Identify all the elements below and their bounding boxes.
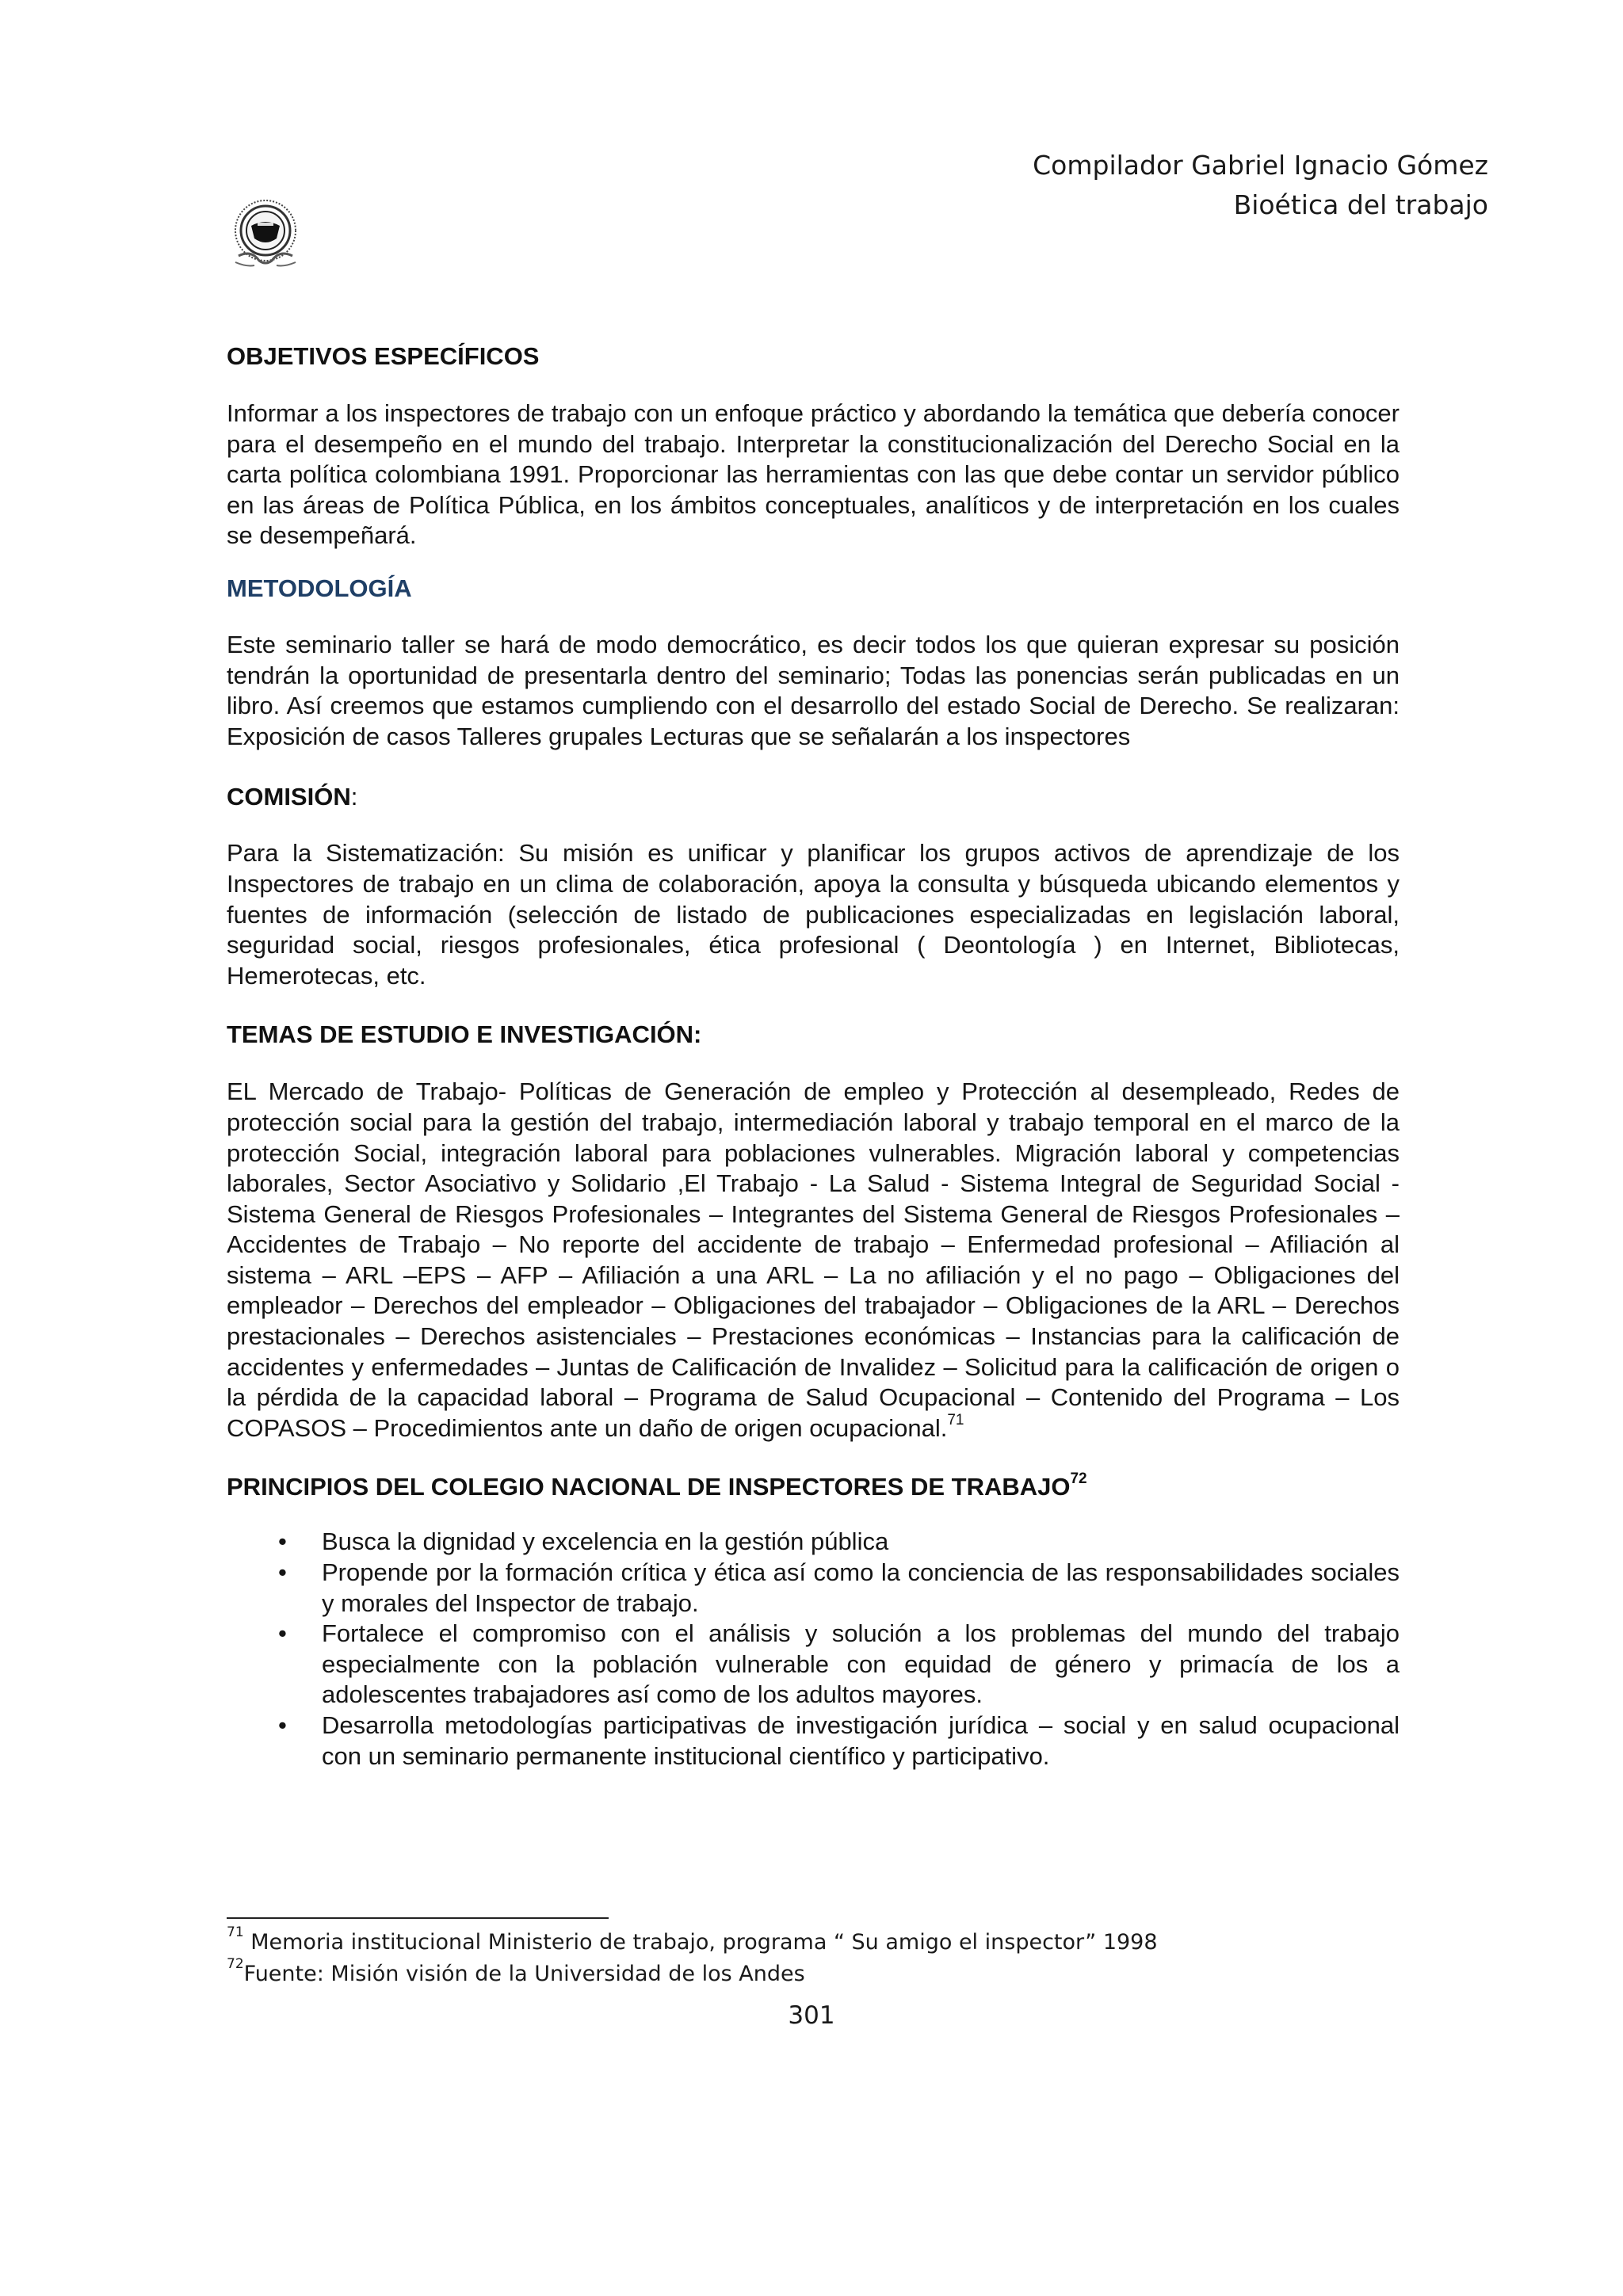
page-number: 301 <box>788 2001 835 2030</box>
bullet-icon: • <box>278 1558 287 1587</box>
main-content <box>227 341 1400 1772</box>
temas-paragraph <box>227 1077 1400 1444</box>
bullet-icon: • <box>278 1527 287 1556</box>
footnote-text: Memoria institucional Ministerio de trabajo, programa “ Su amigo el inspector” 1998 <box>243 1930 1158 1955</box>
list-item <box>227 1527 1400 1558</box>
list-item <box>227 1711 1400 1772</box>
footnote-text: Fuente: Misión visión de la Universidad de los Andes <box>243 1962 805 1986</box>
principios-list <box>227 1527 1400 1772</box>
footnote-separator <box>227 1917 609 1919</box>
comision-heading <box>227 781 1400 813</box>
list-item <box>227 1619 1400 1711</box>
bullet-icon: • <box>278 1619 287 1648</box>
temas-text: EL Mercado de Trabajo- Políticas de Generación de empleo y Protección al desempleado, Redes de protección social para la gestión del trabajo, intermediación laboral y trabajo temporal en el marco de la protección Social, integración laboral para poblaciones vulnerables. Migración laboral y competencias laborales, Sector Asociativo y Solidario ,El Trabajo - La Salud - Sistema Integral de Seguridad Social - Sistema General de Riesgos Profesionales – Integrantes del Sistema General de Riesgos Profesionales – Accidentes de Trabajo – No reporte del accidente de trabajo – Enfermedad profesional – Afiliación al sistema – ARL –EPS – AFP – Afiliación a una ARL – La no afiliación y el no pago – Obligaciones del empleador – Derechos del empleador – Obligaciones del trabajador – Obligaciones de la ARL – Derechos prestacionales – Derechos asistenciales – Prestaciones económicas – Instancias para la calificación de accidentes y enfermedades – Juntas de Calificación de Invalidez – Solicitud para la calificación de origen o la pérdida de la capacidad laboral – Programa de Salud Ocupacional – Contenido del Programa – Los COPASOS – Procedimientos ante un daño de origen ocupacional. <box>227 1077 1400 1442</box>
footnote-number: 72 <box>227 1956 244 1972</box>
temas-heading: TEMAS DE ESTUDIO E INVESTIGACIÓN: <box>227 1020 702 1049</box>
footnote-72 <box>227 1958 1158 1990</box>
comision-paragraph: Para la Sistematización: Su misión es unificar y planificar los grupos activos de aprendizaje de los Inspectores de trabajo en un clima de colaboración, apoya la consulta y búsqueda ubicando elementos y fuentes de información (selección de listado de publicaciones especializadas en legislación laboral, seguridad social, riesgos profesionales, ética profesional ( Deontología ) en Internet, Bibliotecas, Hemerotecas, etc. <box>227 839 1400 990</box>
header-title: Bioética del trabajo <box>1233 189 1488 220</box>
objetivos-paragraph: Informar a los inspectores de trabajo con un enfoque práctico y abordando la temática que debería conocer para el desempeño en el mundo del trabajo. Interpretar la constitucionalización del Derecho Social en la carta política colombiana 1991. Proporcionar las herramientas con las que debe contar un servidor público en las áreas de Política Pública, en los ámbitos conceptuales, analíticos y de interpretación en los cuales se desempeñará. <box>227 399 1400 550</box>
institutional-seal-icon <box>227 194 304 273</box>
list-item-text: Desarrolla metodologías participativas de investigación jurídica – social y en salud ocupacional con un seminario permanente institucional científico y participativo. <box>322 1711 1400 1770</box>
metodologia-paragraph: Este seminario taller se hará de modo democrático, es decir todos los que quieran expresar su posición tendrán la oportunidad de presentarla dentro del seminario; Todas las ponencias serán publicadas en un libro. Así creemos que estamos cumpliendo con el desarrollo del estado Social de Derecho. Se realizaran: Exposición de casos Talleres grupales Lecturas que se señalarán a los inspectores <box>227 630 1400 750</box>
comision-heading-colon: : <box>350 783 358 811</box>
list-item-text: Propende por la formación crítica y ética así como la conciencia de las responsabilidades sociales y morales del Inspector de trabajo. <box>322 1558 1400 1617</box>
footnote-number: 71 <box>227 1924 244 1940</box>
objetivos-heading: OBJETIVOS ESPECÍFICOS <box>227 342 540 370</box>
footnotes <box>227 1924 1158 1990</box>
footnote-ref-72[interactable]: 72 <box>1070 1470 1087 1488</box>
footnote-71 <box>227 1924 1158 1958</box>
metodologia-heading: METODOLOGÍA <box>227 574 412 602</box>
header-compiler: Compilador Gabriel Ignacio Gómez <box>1033 150 1488 181</box>
list-item-text: Fortalece el compromiso con el análisis y solución a los problemas del mundo del trabajo especialmente con la población vulnerable con equidad de género y primacía de los a adolescentes trabajadores así como de los adultos mayores. <box>322 1619 1400 1709</box>
bullet-icon: • <box>278 1711 287 1739</box>
principios-heading-text: PRINCIPIOS DEL COLEGIO NACIONAL DE INSPECTORES DE TRABAJO <box>227 1473 1071 1501</box>
principios-heading <box>227 1471 1400 1503</box>
list-item-text: Busca la dignidad y excelencia en la gestión pública <box>322 1527 889 1556</box>
comision-heading-text: COMISIÓN <box>227 783 351 811</box>
running-header <box>1033 146 1488 225</box>
footnote-ref-71[interactable]: 71 <box>947 1411 964 1428</box>
list-item <box>227 1558 1400 1619</box>
